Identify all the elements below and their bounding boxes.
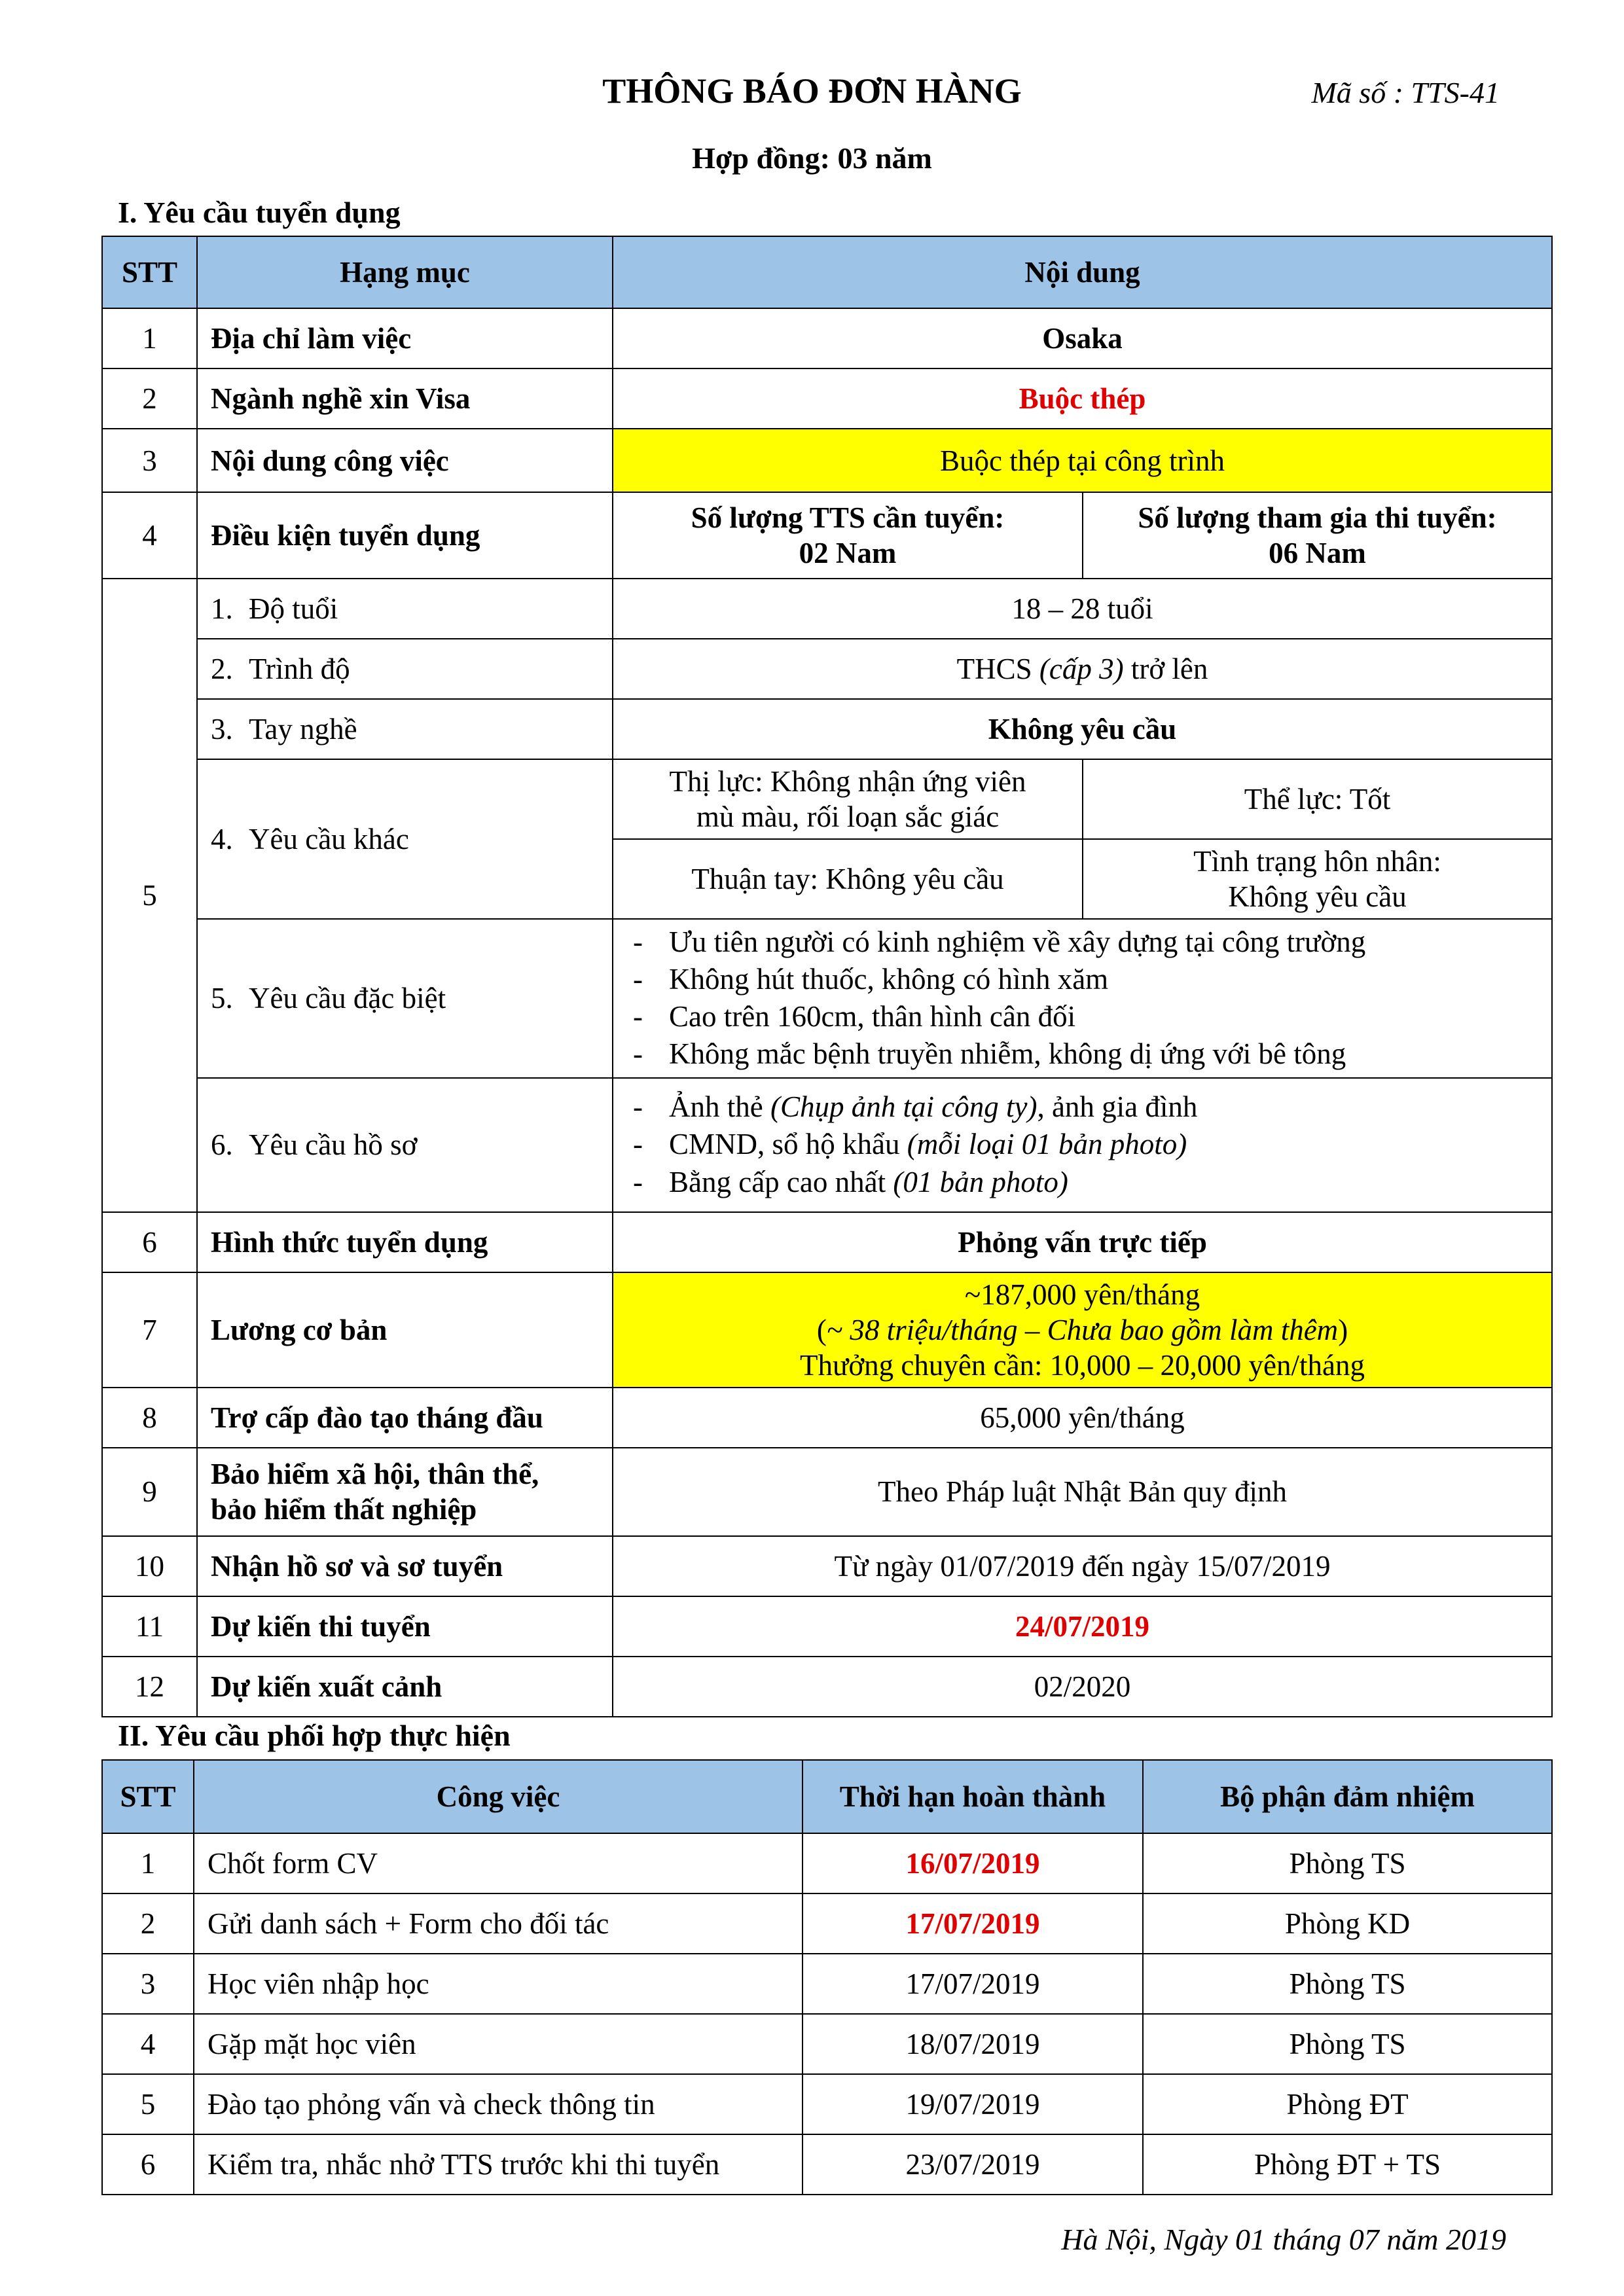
- job-content: Buộc thép tại công trình: [613, 429, 1552, 492]
- deadline: 16/07/2019: [803, 1833, 1143, 1893]
- task: Gặp mặt học viên: [194, 2014, 803, 2074]
- order-code: Mã số : TTS-41: [1311, 76, 1500, 109]
- row-label: Bảo hiểm xã hội, thân thể, bảo hiểm thất nghiệp: [197, 1448, 613, 1536]
- row-label: 6. Yêu cầu hồ sơ: [197, 1078, 613, 1212]
- table-row: [102, 308, 1552, 368]
- department: Phòng KD: [1143, 1893, 1552, 1954]
- fitness-requirement: Thể lực: Tốt: [1083, 759, 1552, 839]
- row-label: Dự kiến xuất cảnh: [197, 1657, 613, 1717]
- row-stt: 5: [102, 579, 197, 1212]
- age-range: 18 – 28 tuổi: [613, 579, 1552, 639]
- section-1-heading: I. Yêu cầu tuyển dụng: [118, 196, 401, 229]
- row-label: Nhận hồ sơ và sơ tuyển: [197, 1536, 613, 1596]
- row-label: 5. Yêu cầu đặc biệt: [197, 919, 613, 1078]
- table-row: [102, 1536, 1552, 1596]
- exam-quota: [1083, 492, 1552, 579]
- task: Đào tạo phỏng vấn và check thông tin: [194, 2074, 803, 2134]
- row-stt: 8: [102, 1388, 197, 1448]
- row-stt: 1: [102, 1833, 194, 1893]
- row-stt: 12: [102, 1657, 197, 1717]
- col-stt: STT: [102, 236, 197, 308]
- department: Phòng TS: [1143, 1954, 1552, 2014]
- table-row: [102, 1388, 1552, 1448]
- table-row: [102, 492, 1552, 579]
- row-label: 3. Tay nghề: [197, 699, 613, 759]
- row-stt: 4: [102, 492, 197, 579]
- row-stt: 4: [102, 2014, 194, 2074]
- col-task: Công việc: [194, 1760, 803, 1833]
- vision-requirement: Thị lực: Không nhận ứng viên mù màu, rối loạn sắc giác: [613, 759, 1083, 839]
- table-row: [102, 429, 1552, 492]
- table-row: [102, 1657, 1552, 1717]
- table-row: [102, 1893, 1552, 1954]
- table-row: [102, 1833, 1552, 1893]
- list-item: - Bằng cấp cao nhất (01 bản photo): [626, 1164, 1538, 1201]
- deadline: 23/07/2019: [803, 2134, 1143, 2195]
- task: Kiểm tra, nhắc nhở TTS trước khi thi tuyển: [194, 2134, 803, 2195]
- table-row: [102, 368, 1552, 429]
- deadline: 19/07/2019: [803, 2074, 1143, 2134]
- deadline: 18/07/2019: [803, 2014, 1143, 2074]
- table-row: [102, 699, 1552, 759]
- table-row: [102, 1078, 1552, 1212]
- col-category: Hạng mục: [197, 236, 613, 308]
- table-row: [102, 579, 1552, 639]
- table-row: [102, 1596, 1552, 1657]
- recruitment-method: Phỏng vấn trực tiếp: [613, 1212, 1552, 1272]
- table-row: [102, 2014, 1552, 2074]
- row-label: 1. Độ tuổi: [197, 579, 613, 639]
- exam-quota-value: 06 Nam: [1269, 537, 1366, 569]
- special-requirements: [613, 919, 1552, 1078]
- table-header-row: [102, 1760, 1552, 1833]
- requirements-table: [101, 236, 1553, 1717]
- col-deadline: Thời hạn hoàn thành: [803, 1760, 1143, 1833]
- col-department: Bộ phận đảm nhiệm: [1143, 1760, 1552, 1833]
- place-date: Hà Nội, Ngày 01 tháng 07 năm 2019: [1061, 2223, 1506, 2256]
- list-item: - Không hút thuốc, không có hình xăm: [626, 961, 1538, 998]
- list-item: - Ưu tiên người có kinh nghiệm về xây dựng tại công trường: [626, 924, 1538, 961]
- row-label: Lương cơ bản: [197, 1272, 613, 1388]
- trainee-quota-value: 02 Nam: [799, 537, 897, 569]
- trainee-quota: [613, 492, 1083, 579]
- base-salary: ~187,000 yên/tháng (~ 38 triệu/tháng – Chưa bao gồm làm thêm) Thưởng chuyên cần: 10,000 – 20,000 yên/tháng: [613, 1272, 1552, 1388]
- row-stt: 11: [102, 1596, 197, 1657]
- table-row: [102, 639, 1552, 699]
- table-row: [102, 2074, 1552, 2134]
- trainee-quota-label: Số lượng TTS cần tuyển:: [691, 501, 1005, 534]
- table-row: [102, 919, 1552, 1078]
- row-stt: 2: [102, 368, 197, 429]
- table-row: [102, 1272, 1552, 1388]
- work-location: Osaka: [613, 308, 1552, 368]
- visa-occupation: Buộc thép: [613, 368, 1552, 429]
- table-row: [102, 759, 1552, 839]
- department: Phòng ĐT + TS: [1143, 2134, 1552, 2195]
- exam-quota-label: Số lượng tham gia thi tuyển:: [1138, 501, 1497, 534]
- list-item: - Không mắc bệnh truyền nhiễm, không dị ứng với bê tông: [626, 1035, 1538, 1073]
- coordination-table: [101, 1759, 1553, 2195]
- row-label: 4. Yêu cầu khác: [197, 759, 613, 919]
- department: Phòng TS: [1143, 2014, 1552, 2074]
- department: Phòng TS: [1143, 1833, 1552, 1893]
- handedness-requirement: Thuận tay: Không yêu cầu: [613, 839, 1083, 919]
- task: Học viên nhập học: [194, 1954, 803, 2014]
- row-label: Trợ cấp đào tạo tháng đầu: [197, 1388, 613, 1448]
- deadline: 17/07/2019: [803, 1893, 1143, 1954]
- row-stt: 3: [102, 429, 197, 492]
- col-stt: STT: [102, 1760, 194, 1833]
- list-item: - CMND, sổ hộ khẩu (mỗi loại 01 bản photo): [626, 1126, 1538, 1163]
- education-level: THCS (cấp 3) trở lên: [613, 639, 1552, 699]
- exam-date: 24/07/2019: [613, 1596, 1552, 1657]
- table-row: [102, 1954, 1552, 2014]
- list-item: - Cao trên 160cm, thân hình cân đối: [626, 998, 1538, 1035]
- list-item: - Ảnh thẻ (Chụp ảnh tại công ty), ảnh gia đình: [626, 1088, 1538, 1126]
- document-title: THÔNG BÁO ĐƠN HÀNG: [602, 71, 1022, 111]
- insurance-policy: Theo Pháp luật Nhật Bản quy định: [613, 1448, 1552, 1536]
- row-stt: 6: [102, 1212, 197, 1272]
- departure-date: 02/2020: [613, 1657, 1552, 1717]
- row-stt: 5: [102, 2074, 194, 2134]
- deadline: 17/07/2019: [803, 1954, 1143, 2014]
- skill-requirement: Không yêu cầu: [613, 699, 1552, 759]
- row-stt: 6: [102, 2134, 194, 2195]
- task: Chốt form CV: [194, 1833, 803, 1893]
- table-row: [102, 1212, 1552, 1272]
- row-stt: 9: [102, 1448, 197, 1536]
- row-label: 2. Trình độ: [197, 639, 613, 699]
- table-header-row: [102, 236, 1552, 308]
- department: Phòng ĐT: [1143, 2074, 1552, 2134]
- table-row: [102, 1448, 1552, 1536]
- row-label: Điều kiện tuyển dụng: [197, 492, 613, 579]
- row-stt: 2: [102, 1893, 194, 1954]
- training-allowance: 65,000 yên/tháng: [613, 1388, 1552, 1448]
- row-stt: 1: [102, 308, 197, 368]
- row-stt: 10: [102, 1536, 197, 1596]
- row-stt: 7: [102, 1272, 197, 1388]
- row-label: Nội dung công việc: [197, 429, 613, 492]
- task: Gửi danh sách + Form cho đối tác: [194, 1893, 803, 1954]
- contract-term: Hợp đồng: 03 năm: [692, 141, 932, 175]
- row-label: Hình thức tuyển dụng: [197, 1212, 613, 1272]
- document-requirements: [613, 1078, 1552, 1212]
- col-content: Nội dung: [613, 236, 1552, 308]
- table-row: [102, 2134, 1552, 2195]
- row-label: Địa chỉ làm việc: [197, 308, 613, 368]
- row-label: Dự kiến thi tuyển: [197, 1596, 613, 1657]
- row-stt: 3: [102, 1954, 194, 2014]
- application-period: Từ ngày 01/07/2019 đến ngày 15/07/2019: [613, 1536, 1552, 1596]
- row-label: Ngành nghề xin Visa: [197, 368, 613, 429]
- section-2-heading: II. Yêu cầu phối hợp thực hiện: [118, 1719, 511, 1752]
- marital-requirement: Tình trạng hôn nhân: Không yêu cầu: [1083, 839, 1552, 919]
